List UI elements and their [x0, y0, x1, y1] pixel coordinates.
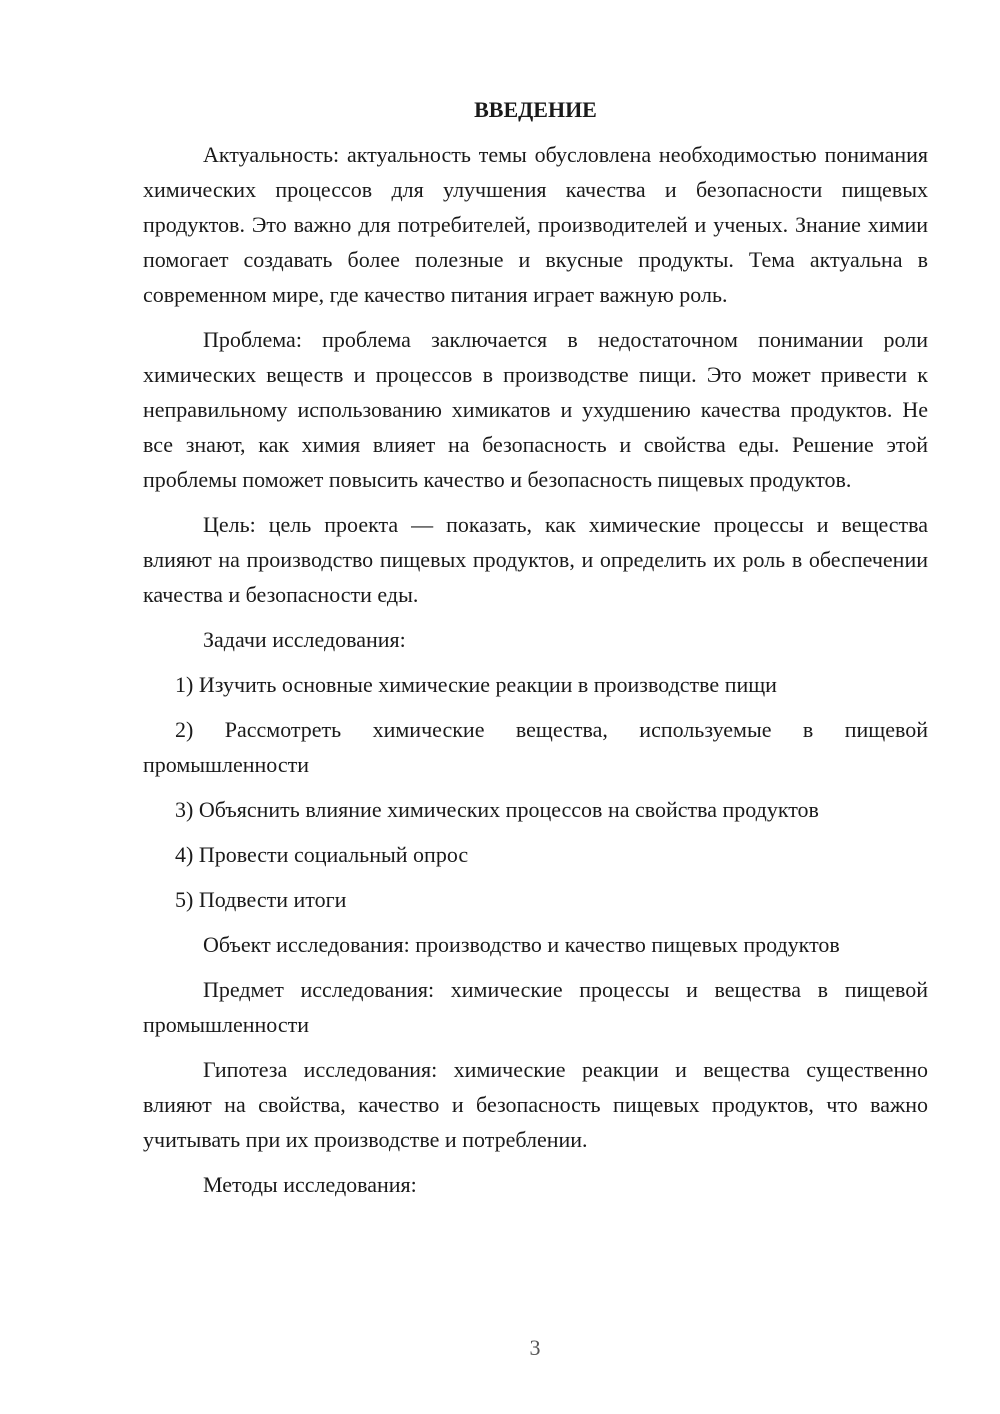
page-content [143, 92, 928, 1212]
task-item-2: 2) Рассмотреть химические вещества, используемые в пищевой промышленности [143, 717, 928, 777]
tasks-heading: Задачи исследования: [203, 627, 406, 652]
relevance-paragraph: Актуальность: актуальность темы обусловлена необходимостью понимания химических процессов для улучшения качества и безопасности пищевых продуктов. Это важно для потребителей, производителей и ученых. Знание химии помогает создавать более полезные и вкусные продукты. Тема актуальна в современном мире, где качество питания играет важную роль. [143, 142, 928, 307]
task-item-3: 3) Объяснить влияние химических процессов на свойства продуктов [175, 797, 819, 822]
goal-paragraph: Цель: цель проекта — показать, как химические процессы и вещества влияют на производство пищевых продуктов, и определить их роль в обеспечении качества и безопасности еды. [143, 512, 928, 607]
task-item-1: 1) Изучить основные химические реакции в производстве пищи [175, 672, 777, 697]
hypothesis-paragraph: Гипотеза исследования: химические реакции и вещества существенно влияют на свойства, качество и безопасность пищевых продуктов, что важно учитывать при их производстве и потреблении. [143, 1057, 928, 1152]
task-item-5: 5) Подвести итоги [175, 887, 347, 912]
subject-paragraph: Предмет исследования: химические процессы и вещества в пищевой промышленности [143, 977, 928, 1037]
section-title: ВВЕДЕНИЕ [474, 97, 597, 122]
page-number: 3 [529, 1335, 541, 1360]
problem-paragraph: Проблема: проблема заключается в недостаточном понимании роли химических веществ и процессов в производстве пищи. Это может привести к неправильному использованию химикатов и ухудшению качества продуктов. Не все знают, как химия влияет на безопасность и свойства еды. Решение этой проблемы поможет повысить качество и безопасность пищевых продуктов. [143, 327, 928, 492]
task-item-4: 4) Провести социальный опрос [175, 842, 469, 867]
methods-heading: Методы исследования: [203, 1172, 417, 1197]
object-paragraph: Объект исследования: производство и качество пищевых продуктов [203, 932, 840, 957]
